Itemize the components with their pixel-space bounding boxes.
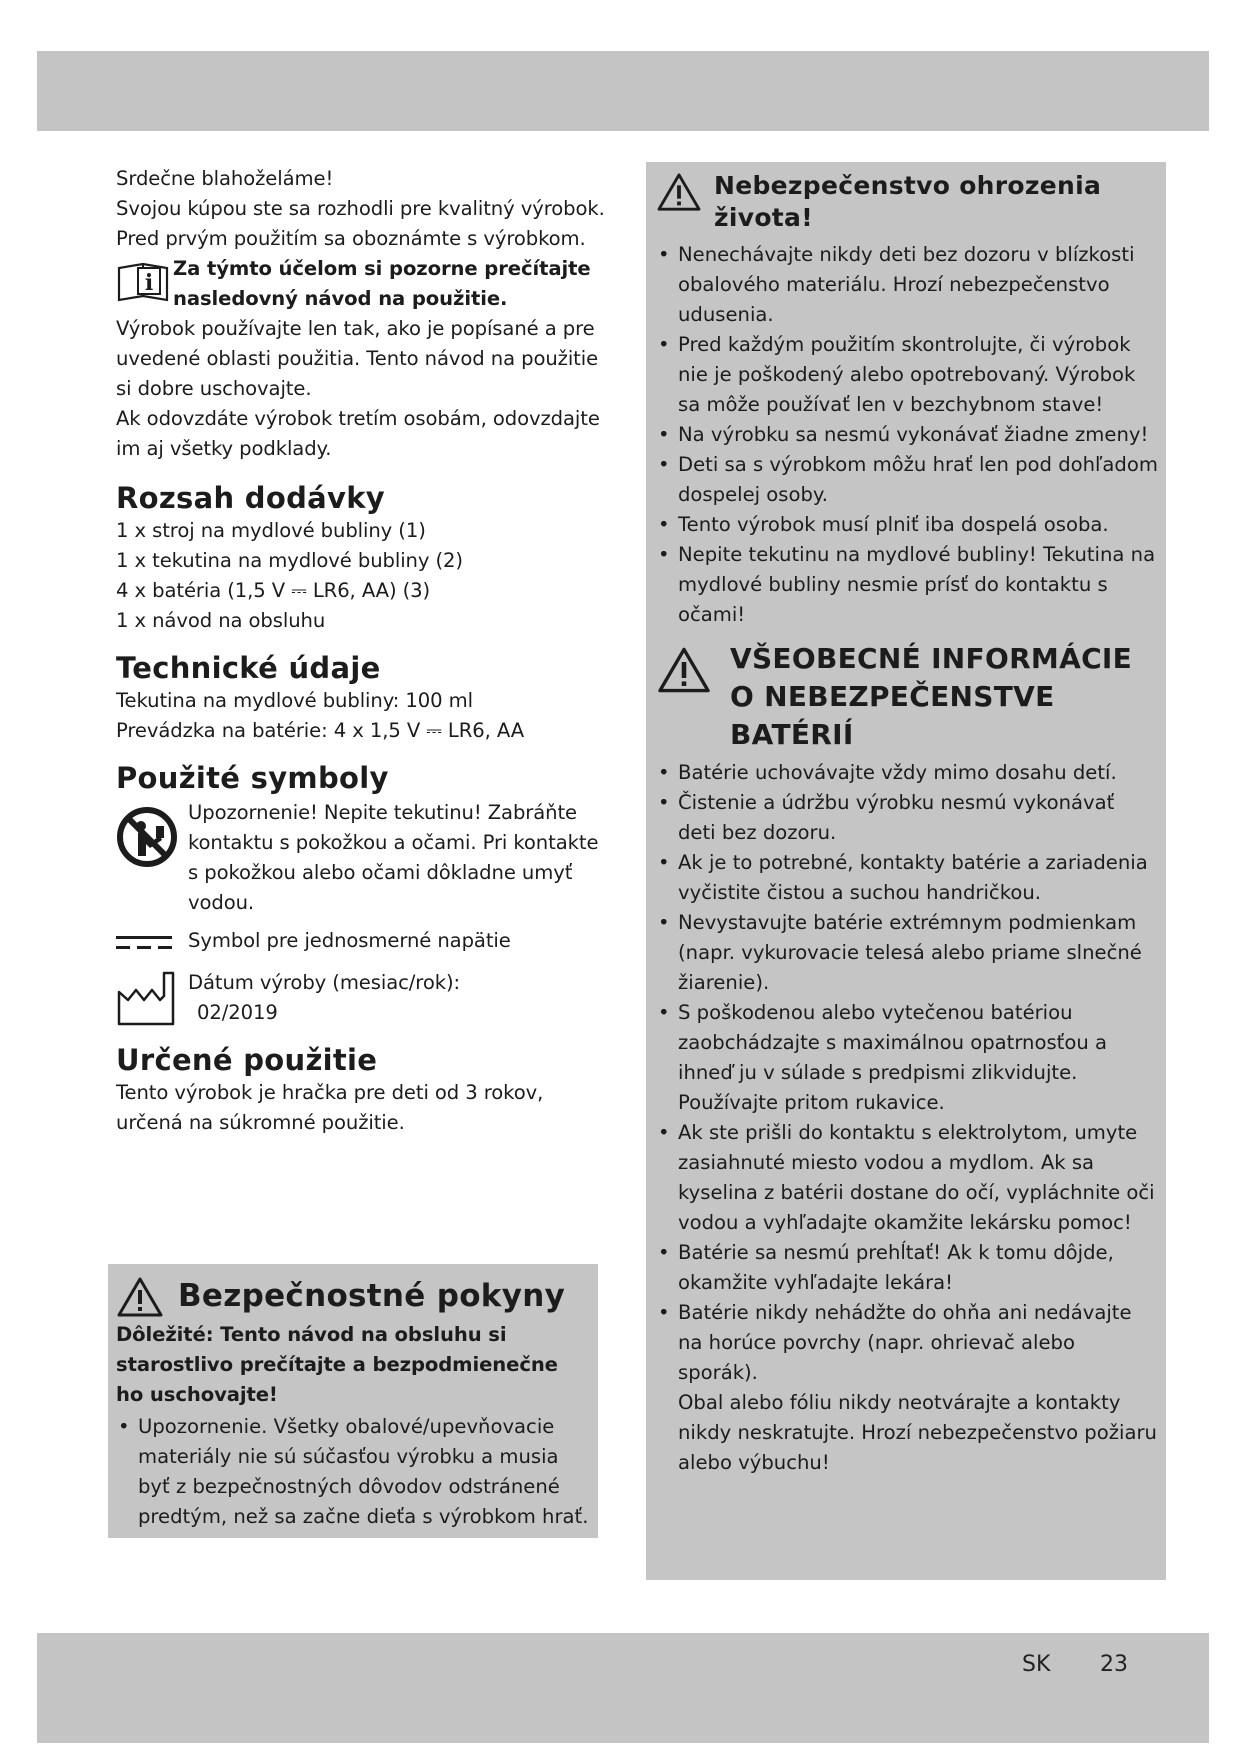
symbol-no-drink <box>116 798 606 918</box>
list-item: • Batérie sa nesmú prehĺtať! Ak k tomu dôjde, okamžite vyhľadajte lekára! <box>656 1238 1158 1298</box>
symbol-date <box>116 968 606 1028</box>
list-item: • Ak je to potrebné, kontakty batérie a zariadenia vyčistite čistou a suchou handričkou. <box>656 848 1158 908</box>
dc-voltage-icon <box>116 936 172 950</box>
symbols-heading: Použité symboly <box>116 761 389 795</box>
greeting: Srdečne blahoželáme! <box>116 167 334 190</box>
danger-list <box>656 240 1158 630</box>
list-item: • Nenechávajte nikdy deti bez dozoru v blízkosti obalového materiálu. Hrozí nebezpečenstvo udusenia. <box>656 240 1158 330</box>
list-item: • Nevystavujte batérie extrémnym podmienkam (napr. vykurovacie telesá alebo priame slnečné žiarenie). <box>656 908 1158 998</box>
left-column <box>116 164 606 1138</box>
safety-list <box>116 1412 590 1532</box>
tech-item: Tekutina na mydlové bubliny: 100 ml <box>116 689 473 712</box>
warning-triangle-icon <box>656 646 712 694</box>
tech-item: Prevádzka na batérie: 4 x 1,5 V ⎓ LR6, AA <box>116 719 525 742</box>
list-item: • Ak ste prišli do kontaktu s elektrolytom, umyte zasiahnuté miesto vodou a mydlom. Ak sa kyselina z batérii dostane do očí, vypláchnite oči vodou a vyhľadajte okamžite lekársku pomoc! <box>656 1118 1158 1238</box>
danger-box <box>646 162 1166 1580</box>
list-item: • Pred každým použitím skontrolujte, či výrobok nie je poškodený alebo opotrebovaný. Výrobok sa môže používať len v bezchybnom stave! <box>656 330 1158 420</box>
usage-text: Výrobok používajte len tak, ako je popísané a pre uvedené oblasti použitia. Tento návod na použitie si dobre uschovajte. <box>116 317 599 400</box>
battery-heading: VŠEOBECNÉ INFORMÁCIE O NEBEZPEČENSTVE BATÉRIÍ <box>730 642 1133 751</box>
svg-text:i: i <box>144 270 154 296</box>
danger-header <box>656 170 1158 234</box>
scope-item: 4 x batéria (1,5 V ⎓ LR6, AA) (3) <box>116 579 431 602</box>
header-band <box>37 51 1209 131</box>
page-number: 23 <box>1100 1652 1128 1677</box>
safety-header <box>116 1274 590 1318</box>
battery-header <box>656 640 1158 754</box>
safety-heading: Bezpečnostné pokyny <box>178 1278 566 1314</box>
symbol-dc <box>116 926 606 956</box>
list-item: • Tento výrobok musí plniť iba dospelá osoba. <box>656 510 1158 540</box>
symbol-dc-text: Symbol pre jednosmerné napätie <box>188 929 511 952</box>
list-item: • Čistenie a údržbu výrobku nesmú vykonávať deti bez dozoru. <box>656 788 1158 848</box>
symbol-date-value: 02/2019 <box>197 1001 278 1024</box>
intro-text: Svojou kúpou ste sa rozhodli pre kvalitný výrobok. Pred prvým použitím sa oboznámte s výrobkom. <box>116 197 605 250</box>
scope-item: 1 x tekutina na mydlové bubliny (2) <box>116 549 463 572</box>
symbol-no-drink-text: Upozornenie! Nepite tekutinu! Zabráňte kontaktu s pokožkou a očami. Pri kontakte s pokožkou alebo očami dôkladne umyť vodou. <box>188 801 599 914</box>
safety-important: Dôležité: Tento návod na obsluhu si starostlivo prečítajte a bezpodmienečne ho uschovajte! <box>116 1323 558 1406</box>
list-item: • Upozornenie. Všetky obalové/upevňovacie materiály nie sú súčasťou výrobku a musia byť z bezpečnostných dôvodov odstránené predtým, než sa začne dieťa s výrobkom hrať. <box>116 1412 590 1532</box>
tech-heading: Technické údaje <box>116 651 381 685</box>
safety-box <box>108 1264 598 1538</box>
warning-triangle-icon <box>656 172 702 212</box>
warning-triangle-icon <box>116 1276 164 1318</box>
battery-list <box>656 758 1158 1388</box>
list-item: • Batérie nikdy nehádžte do ohňa ani nedávajte na horúce povrchy (napr. ohrievač alebo sporák). <box>656 1298 1158 1388</box>
footer-band <box>37 1633 1209 1743</box>
intended-heading: Určené použitie <box>116 1043 378 1077</box>
battery-last-paragraph: Obal alebo fóliu nikdy neotvárajte a kontakty nikdy neskratujte. Hrozí nebezpečenstvo požiaru alebo výbuchu! <box>678 1391 1157 1474</box>
list-item: • Deti sa s výrobkom môžu hrať len pod dohľadom dospelej osoby. <box>656 450 1158 510</box>
book-info-icon <box>116 260 170 304</box>
scope-heading: Rozsah dodávky <box>116 481 386 515</box>
intended-text: Tento výrobok je hračka pre deti od 3 rokov, určená na súkromné použitie. <box>116 1081 544 1134</box>
read-manual-text: Za týmto účelom si pozorne prečítajte nasledovný návod na použitie. <box>173 257 591 310</box>
footer-language: SK <box>1022 1652 1051 1677</box>
scope-item: 1 x stroj na mydlové bubliny (1) <box>116 519 426 542</box>
list-item: • Batérie uchovávajte vždy mimo dosahu detí. <box>656 758 1158 788</box>
read-manual-note <box>116 254 606 314</box>
manufacture-date-icon <box>116 970 176 1028</box>
list-item: • S poškodenou alebo vytečenou batériou zaobchádzajte s maximálnou opatrnosťou a ihneď ju v súlade s predpismi zlikvidujte. Používajte pritom rukavice. <box>656 998 1158 1118</box>
scope-item: 1 x návod na obsluhu <box>116 609 326 632</box>
list-item: • Nepite tekutinu na mydlové bubliny! Tekutina na mydlové bubliny nesmie prísť do kontaktu s očami! <box>656 540 1158 630</box>
handover-text: Ak odovzdáte výrobok tretím osobám, odovzdajte im aj všetky podklady. <box>116 407 600 460</box>
no-drink-prohibition-icon <box>116 806 178 868</box>
list-item: • Na výrobku sa nesmú vykonávať žiadne zmeny! <box>656 420 1158 450</box>
symbol-date-label: Dátum výroby (mesiac/rok): <box>188 971 460 994</box>
danger-heading: Nebezpečenstvo ohrozenia života! <box>714 171 1102 232</box>
